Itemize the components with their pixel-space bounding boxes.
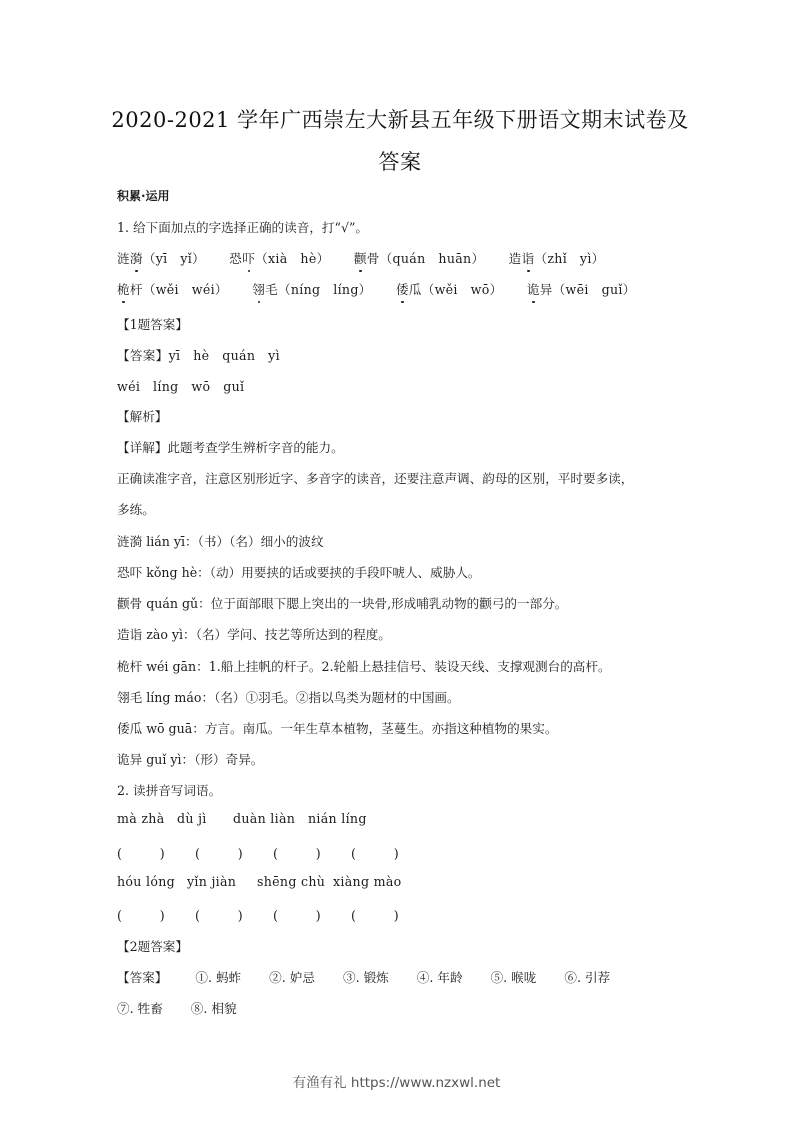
definition-item: 诡异 guǐ yì：（形）奇异。: [117, 752, 264, 767]
definition-item: 翎毛 líng máo：（名）①羽毛。②指以鸟类为题材的中国画。: [117, 690, 460, 705]
answer-blank[interactable]: ( ): [195, 908, 243, 923]
dotted-char: 桅: [117, 279, 130, 298]
char: 恐: [229, 251, 243, 266]
q2-answer-line1: [117, 967, 610, 986]
answer-blank[interactable]: ( ): [351, 908, 399, 923]
pinyin: hóu lóng: [117, 874, 175, 889]
q1-answer-line1: [117, 345, 280, 364]
answer-item: ④. 年龄: [416, 970, 463, 985]
pinyin: dù jì: [177, 811, 207, 826]
q1-row1: [117, 248, 625, 267]
q1-detail: [117, 437, 344, 456]
q2-pinyin-row1: [117, 811, 383, 826]
definition-item: 颧骨 quán gǔ：位于面部眼下腮上突出的一块骨,形成哺乳动物的颧弓的一部分。: [117, 596, 568, 611]
q2-blanks-row1: [117, 843, 429, 862]
q1-item: [527, 279, 636, 298]
q1-answer-header: 【1题答案】: [117, 317, 188, 332]
definition-item: 桅杆 wéi gān：1.船上挂帆的杆子。2.轮船上悬挂信号、装设天线、支撑观测台的高杆。: [117, 659, 611, 674]
answer-item: ③. 锻炼: [342, 970, 389, 985]
dotted-char: 诡: [527, 279, 540, 298]
answer-blank[interactable]: ( ): [117, 846, 165, 861]
options: （níng líng）: [277, 282, 372, 297]
char: 毛: [265, 282, 278, 297]
pinyin: shēng chù: [257, 874, 326, 889]
answer-blank[interactable]: ( ): [273, 846, 321, 861]
answer-item: ②. 妒忌: [269, 970, 315, 985]
definition-item: 造诣 zào yì：（名）学问、技艺等所达到的程度。: [117, 627, 391, 642]
document-title-line2: 答案: [378, 150, 422, 174]
document-title-line1: 2020-2021 学年广西崇左大新县五年级下册语文期末试卷及: [111, 108, 689, 132]
char: 骨: [366, 251, 380, 266]
options: （wěi wō）: [421, 282, 503, 297]
q1-row2: [117, 279, 656, 298]
answer-text: yī hè quán yì: [168, 348, 280, 363]
q1-explain-line2: 多练。: [117, 502, 155, 517]
answer-item: ⑤. 喉咙: [490, 970, 537, 985]
q1-analysis-header: 【解析】: [117, 409, 168, 424]
pinyin: duàn liàn: [233, 811, 296, 826]
char: 异: [539, 282, 553, 297]
char: 瓜: [408, 282, 422, 297]
options: （zhǐ yì）: [534, 251, 605, 266]
pinyin: mà zhà: [117, 811, 165, 826]
dotted-char: 吓: [242, 248, 255, 267]
definition-item: 恐吓 kǒng hè：（动）用要挟的话或要挟的手段吓唬人、威胁人。: [117, 565, 481, 580]
options: （xià hè）: [255, 251, 330, 266]
answer-blank[interactable]: ( ): [117, 908, 165, 923]
q1-item: [117, 248, 205, 267]
options: （yī yǐ）: [142, 251, 205, 266]
definition-item: 倭瓜 wō guā：方言。南瓜。一年生草本植物，茎蔓生。亦指这种植物的果实。: [117, 721, 558, 736]
q1-item: [354, 248, 485, 267]
answer-blank[interactable]: ( ): [273, 908, 321, 923]
dotted-char: 倭: [396, 279, 409, 298]
answer-item: ①. 蚂蚱: [195, 970, 242, 985]
char: 涟: [117, 251, 130, 266]
q1-item: [509, 248, 605, 267]
answer-blank[interactable]: ( ): [351, 846, 399, 861]
footer-watermark: 有渔有礼 https://www.nzxwl.net: [292, 1075, 501, 1091]
q1-explain-line1: 正确读准字音，注意区别形近字、多音字的读音，还要注意声调、韵母的区别，平时要多读，: [117, 471, 634, 486]
answer-item: ⑧. 相貌: [190, 1001, 237, 1016]
pinyin: xiàng mào: [333, 874, 402, 889]
answer-item: ⑦. 牲畜: [117, 1001, 163, 1016]
pinyin: yǐn jiàn: [187, 874, 237, 889]
q2-answer-line2: [117, 998, 265, 1017]
dotted-char: 漪: [130, 248, 143, 267]
detail-text: 此题考查学生辨析字音的能力。: [167, 440, 344, 455]
options: （wēi guǐ）: [552, 282, 636, 297]
char: 杆: [129, 282, 143, 297]
q1-item: [396, 279, 503, 298]
q2-answer-header: 【2题答案】: [117, 939, 188, 954]
q2-prompt: 2. 读拼音写词语。: [117, 783, 222, 798]
q1-item: [117, 279, 228, 298]
dotted-char: 翎: [252, 279, 265, 298]
q1-prompt: 1. 给下面加点的字选择正确的读音，打“√”。: [117, 220, 369, 235]
answer-blank[interactable]: ( ): [195, 846, 243, 861]
q2-blanks-row2: [117, 905, 429, 924]
dotted-char: 诣: [522, 248, 535, 267]
q1-item: [229, 248, 329, 267]
q2-pinyin-row2: [117, 874, 409, 889]
answer-label: 【答案】: [117, 348, 169, 363]
dotted-char: 颧: [354, 248, 367, 267]
section-heading: 积累·运用: [117, 189, 170, 203]
detail-label: 【详解】: [117, 440, 168, 455]
answer-label: 【答案】: [117, 970, 168, 985]
q1-answer-line2: wéi líng wō guǐ: [117, 379, 245, 394]
pinyin: nián líng: [308, 811, 367, 826]
options: （wěi wéi）: [142, 282, 228, 297]
answer-item: ⑥. 引荐: [564, 970, 611, 985]
definition-item: 涟漪 lián yī：（书）（名）细小的波纹: [117, 534, 324, 549]
q1-item: [252, 279, 371, 298]
options: （quán huān）: [379, 251, 485, 266]
char: 造: [508, 251, 522, 266]
